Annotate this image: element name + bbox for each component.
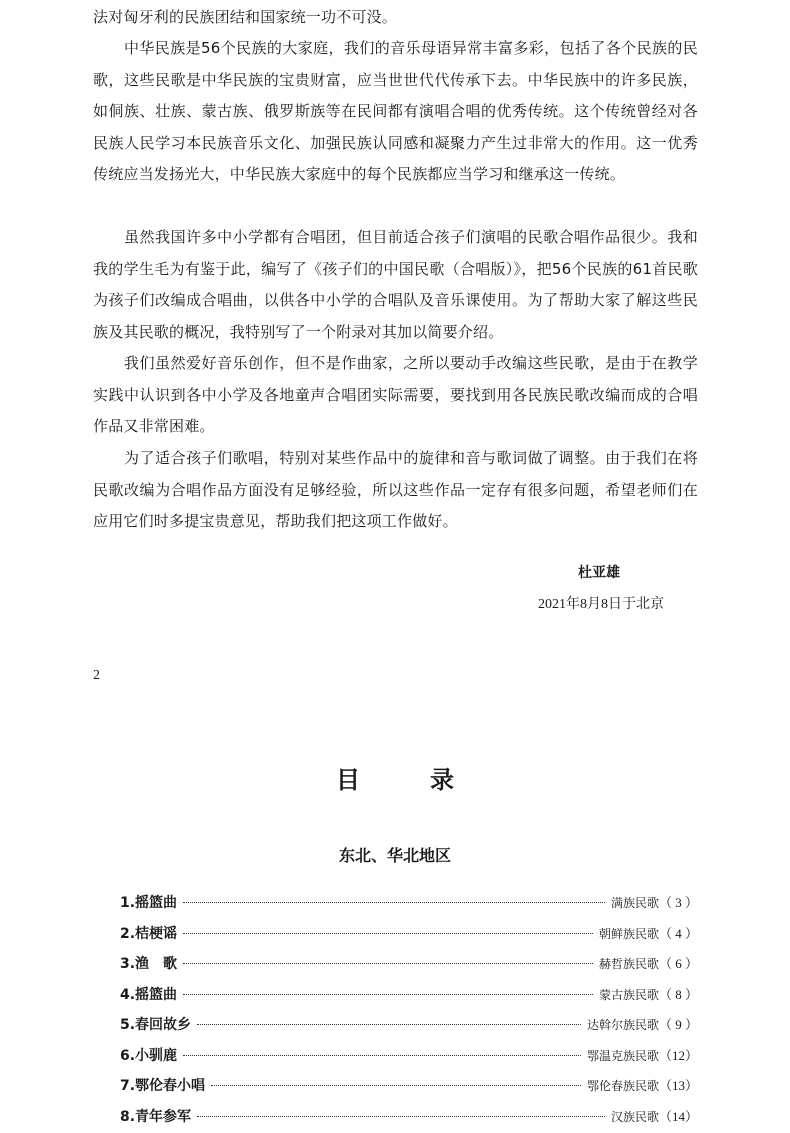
dot-leader [183, 901, 605, 903]
toc-entry-title: 1.摇篮曲 [120, 895, 178, 911]
toc-entry-page: （ 6 ） [658, 956, 698, 971]
toc-entry-page: （ 3 ） [658, 895, 698, 910]
preface-paragraph-1: 中华民族是56个民族的大家庭，我们的音乐母语异常丰富多彩，包括了各个民族的民歌，这些民歌是中华民族的宝贵财富，应当世世代代传承下去。中华民族中的许多民族，如侗族、壮族、蒙古族、俄罗斯族等在民间都有演唱合唱的优秀传统。这个传统曾经对各民族人民学习本民族音乐文化、加强民族认同感和凝聚力产生过非常大的作用。这一优秀传统应当发扬光大，中华民族大家庭中的每个民族都应当学习和继承这一传统。 [93, 39, 698, 183]
toc-entry[interactable] [120, 888, 698, 919]
author-signature: 杜亚雄 [578, 565, 620, 581]
dot-leader [197, 1023, 581, 1025]
toc-entry[interactable] [120, 1010, 698, 1041]
toc-entry[interactable] [120, 980, 698, 1011]
toc-entry-origin: 朝鲜族民歌 [598, 926, 659, 941]
dot-leader [183, 993, 593, 995]
toc-entry-page: （12） [658, 1047, 698, 1063]
dot-leader [183, 1054, 581, 1056]
toc-entry-origin: 蒙古族民歌 [598, 987, 659, 1002]
preface-paragraph-2: 虽然我国许多中小学都有合唱团，但目前适合孩子们演唱的民歌合唱作品很少。我和我的学生毛为有鉴于此，编写了《孩子们的中国民歌（合唱版）》，把56个民族的61首民歌为孩子们改编成合唱曲，以供各中小学的合唱队及音乐课使用。为了帮助大家了解这些民族及其民歌的概况，我特别写了一个附录对其加以简要介绍。 [93, 228, 698, 341]
toc-entry-page: （ 9 ） [658, 1017, 698, 1032]
toc-entry-title: 7.鄂伦春小唱 [120, 1078, 206, 1094]
toc-entry-title: 5.春回故乡 [120, 1017, 192, 1033]
toc-entry[interactable] [120, 1041, 698, 1072]
dot-leader [183, 932, 593, 934]
toc-entry-origin: 满族民歌 [610, 896, 659, 910]
dot-leader [183, 962, 593, 964]
preface-continuation-line: 法对匈牙利的民族团结和国家统一功不可没。 [93, 8, 398, 26]
toc-entry[interactable] [120, 949, 698, 980]
toc-title: 目录 [336, 766, 524, 794]
preface-date: 2021年8月8日于北京 [538, 597, 664, 612]
toc-section-heading: 东北、华北地区 [338, 846, 451, 865]
toc-entry-origin: 鄂伦春族民歌 [586, 1079, 659, 1093]
toc-entry-page: （ 4 ） [658, 925, 698, 941]
toc-entry-origin: 达斡尔族民歌 [586, 1018, 659, 1032]
toc-entry-origin: 赫哲族民歌 [598, 957, 659, 971]
toc-entry-origin: 鄂温克族民歌 [586, 1048, 659, 1063]
toc-entry-title: 2.桔梗谣 [120, 925, 178, 942]
toc-entry-page: （13） [658, 1078, 698, 1093]
toc-list [120, 888, 698, 1132]
toc-entry[interactable] [120, 919, 698, 950]
toc-entry-title: 6.小驯鹿 [120, 1047, 178, 1064]
dot-leader [211, 1084, 581, 1086]
toc-entry-page: （ 8 ） [658, 986, 698, 1002]
page-number: 2 [93, 668, 100, 683]
dot-leader [197, 1115, 605, 1117]
preface-paragraph-3: 我们虽然爱好音乐创作，但不是作曲家，之所以要动手改编这些民歌，是由于在教学实践中认识到各中小学及各地童声合唱团实际需要，要找到用各民族民歌改编而成的合唱作品又非常困难。 [93, 354, 698, 435]
toc-entry-page: （14） [658, 1108, 698, 1124]
toc-entry-title: 4.摇篮曲 [120, 986, 178, 1003]
preface-paragraph-4: 为了适合孩子们歌唱，特别对某些作品中的旋律和音与歌词做了调整。由于我们在将民歌改编为合唱作品方面没有足够经验，所以这些作品一定存有很多问题，希望老师们在应用它们时多提宝贵意见，帮助我们把这项工作做好。 [93, 449, 698, 530]
toc-entry-title: 3.渔 歌 [120, 956, 178, 972]
toc-entry[interactable] [120, 1102, 698, 1133]
toc-entry-title: 8.青年参军 [120, 1108, 192, 1125]
toc-entry-origin: 汉族民歌 [610, 1109, 659, 1124]
toc-entry[interactable] [120, 1071, 698, 1102]
